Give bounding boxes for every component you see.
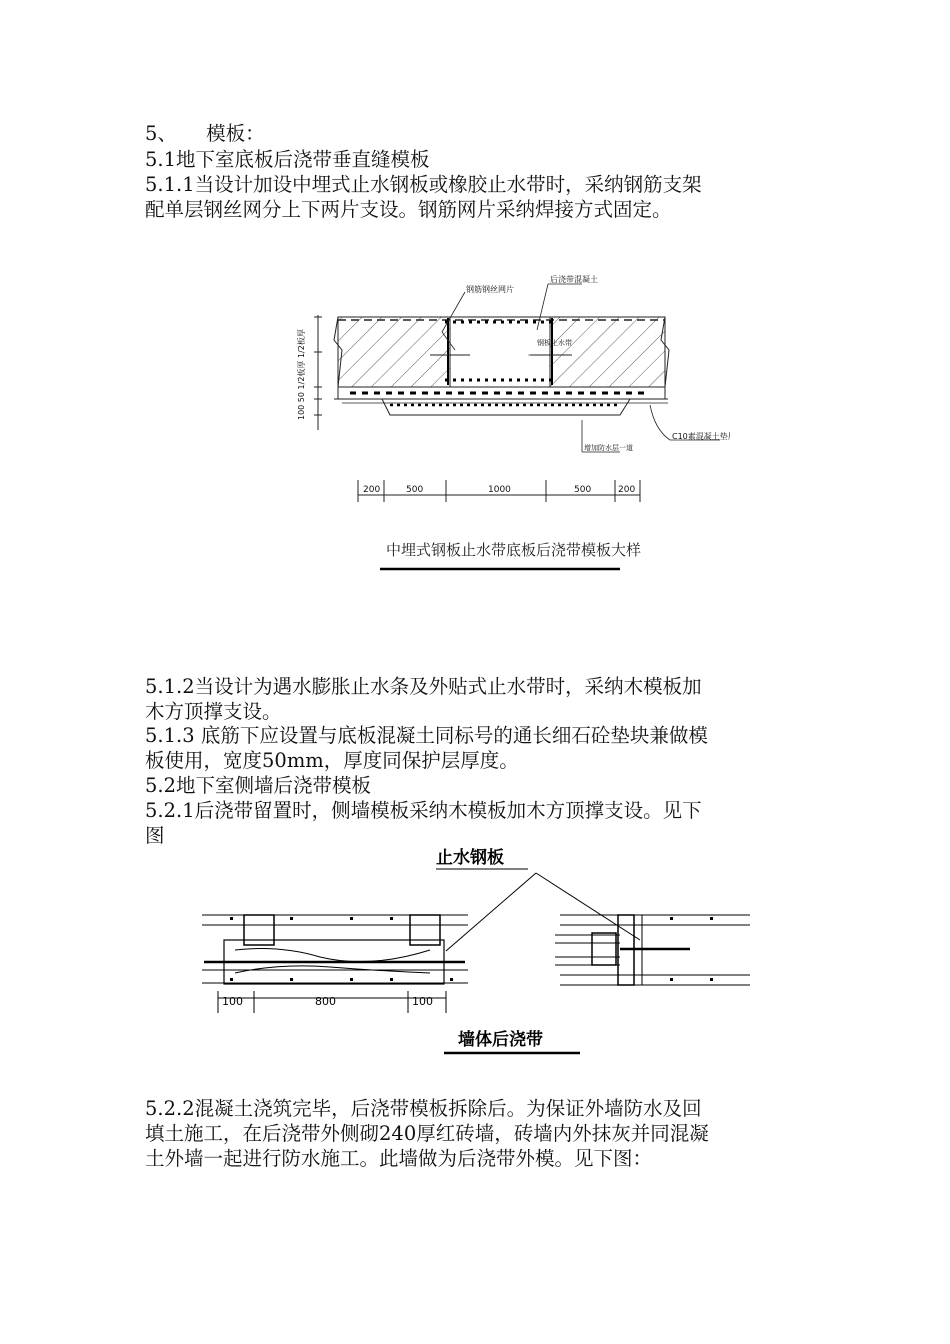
mesh-label: 钢筋钢丝网片 [466,285,514,294]
section-heading-5: 5、 模板： [145,122,265,145]
concrete-label: 后浇带混凝土 [550,275,598,284]
slab-right-hatch [550,317,665,387]
dim-200-right: 200 [618,485,636,495]
paragraph-5-2-2-line3: 土外墙一起进行防水施工。此墙做为后浇带外模。见下图： [145,1147,653,1170]
left-dim-label: 100 50 1/2板厚 1/2板厚 [297,329,306,420]
paragraph-5-2-1-line1: 5.2.1后浇带留置时，侧墙模板采纳木模板加木方顶撑支设。见下 [145,799,702,822]
figure1-caption: 中埋式钢板止水带底板后浇带模板大样 [386,541,642,559]
dim-500-left: 500 [406,485,424,495]
waterstop-plate-label: 止水钢板 [436,848,504,868]
wall-formwork-figure [200,845,790,1060]
figure2-caption: 墙体后浇带 [458,1030,543,1050]
paragraph-5-1-3-line1: 5.1.3 底筋下应设置与底板混凝土同标号的通长细石砼垫块兼做模 [145,724,708,747]
c10-label: C10素混凝土垫层 [672,432,730,441]
slab-formwork-figure [290,270,730,580]
paragraph-5-2-1-line2: 图 [145,824,165,847]
dim-800: 800 [315,995,336,1008]
paragraph-5-1-2-line1: 5.1.2当设计为遇水膨胀止水条及外贴式止水带时，采纳木模板加 [145,675,702,698]
dim-500-right: 500 [574,485,592,495]
paragraph-5-2-2-line1: 5.2.2混凝土浇筑完毕，后浇带模板拆除后。为保证外墙防水及回 [145,1097,702,1120]
paragraph-5-1-1-line1: 5.1.1当设计加设中埋式止水钢板或橡胶止水带时，采纳钢筋支架 [145,173,702,196]
dim-100-right: 100 [412,995,433,1008]
slab-left-hatch [338,317,450,387]
waterstop-label: 钢板止水带 [537,339,572,347]
paragraph-5-1-2-line2: 木方顶撑支设。 [145,700,282,723]
paragraph-5-1-3-line2: 板使用，宽度50mm，厚度同保护层厚度。 [145,749,519,772]
section-heading-5-1: 5.1地下室底板后浇带垂直缝模板 [145,148,430,171]
section-heading-5-2: 5.2地下室侧墙后浇带模板 [145,774,372,797]
waterproof-label: 增加防水层一道 [584,444,633,452]
dim-1000: 1000 [488,485,511,495]
paragraph-5-2-2-line2: 填土施工，在后浇带外侧砌240厚红砖墙，砖墙内外抹灰并同混凝 [145,1122,709,1145]
dim-100-left: 100 [222,995,243,1008]
dim-200-left: 200 [363,485,381,495]
paragraph-5-1-1-line2: 配单层钢丝网分上下两片支设。钢筋网片采纳焊接方式固定。 [145,198,672,221]
